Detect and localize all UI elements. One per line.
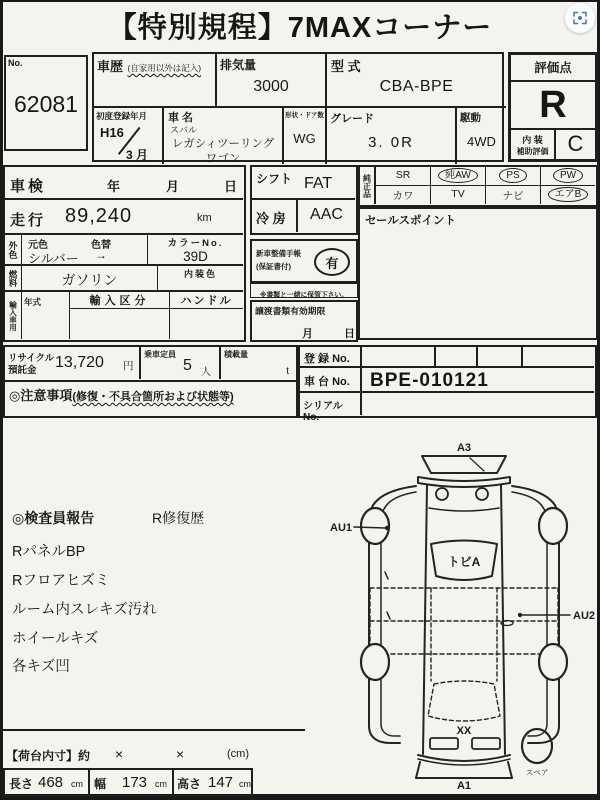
first-registration-month: 3 月 (126, 148, 149, 162)
cargo-width-value: 173 (122, 774, 148, 791)
cargo-x1: × (115, 746, 124, 762)
fuel-value: ガソリン (61, 272, 118, 288)
genuine-item-tv: TV (431, 186, 486, 205)
chassis-value: BPE-010121 (370, 370, 489, 391)
scan-icon (572, 10, 588, 26)
cargo-divider-1 (88, 770, 90, 794)
report-item: 各キズ凹 (12, 659, 70, 675)
shift-cell (252, 167, 355, 200)
drive-label: 駆動 (460, 112, 481, 124)
maintenance-note: ※書類と一緒に保管下さい。 (259, 292, 349, 299)
cargo-length-value: 468 (38, 774, 64, 791)
model-code-cell (327, 54, 506, 106)
registration-row (300, 347, 594, 368)
chassis-label: 車 台 No. (300, 368, 362, 393)
diagram-label-a3: A3 (456, 442, 472, 454)
displacement-label: 排気量 (220, 58, 257, 72)
genuine-item-kawa: カワ (376, 186, 431, 205)
first-registration-label: 初度登録年月 (96, 111, 148, 121)
transfer-month-label: 月 (302, 328, 313, 340)
drive-cell (457, 106, 506, 164)
shift-ac-box (250, 165, 358, 235)
first-registration-year: H16 (100, 125, 124, 140)
sales-point-box (358, 207, 598, 340)
maintenance-label-1: 新車整備手帳 (256, 249, 301, 258)
interior-label-1: 内 装 (522, 135, 543, 145)
report-item: ホイールキズ (12, 631, 99, 647)
import-year-cell (22, 292, 70, 339)
cargo-length-unit: cm (71, 779, 83, 789)
genuine-item-sr: SR (376, 167, 431, 186)
history-note: (自家用以外は記入) (127, 63, 202, 73)
color-no-value: 39D (183, 249, 208, 264)
lot-number-box (4, 55, 88, 151)
lot-number-label: No. (8, 58, 23, 68)
fuel-row (5, 266, 243, 292)
serial-label: シリアル No. (300, 393, 362, 415)
import-side-label: 輸入車用 (5, 292, 22, 339)
score-value: R (539, 84, 567, 126)
exterior-color-value: シルバー (28, 251, 79, 266)
mileage-label: 走行 (10, 212, 47, 229)
color-change-label: 色替 (91, 240, 111, 251)
report-item: Rフロアヒズミ (12, 573, 110, 589)
genuine-item-ps: PS (486, 167, 541, 186)
report-item: ルーム内スレキズ汚れ (12, 602, 157, 618)
first-registration-cell (94, 106, 164, 164)
page-title: 【特別規程】7MAXコーナー (107, 12, 493, 44)
capacity-value: 5 (183, 357, 192, 374)
repair-history-label: R修復歴 (152, 510, 205, 526)
diagram-label-xx: XX (456, 725, 472, 737)
score-box (508, 52, 598, 162)
maintenance-note-strip (250, 283, 358, 298)
transfer-docs-box (250, 300, 358, 342)
capacity-unit: 人 (201, 367, 211, 378)
cargo-x2: × (176, 746, 185, 762)
model-code-value: CBA-BPE (379, 78, 454, 95)
recycle-label-1: リサイクル (8, 353, 55, 364)
shaken-year-label: 年 (107, 179, 121, 194)
fullscreen-button[interactable] (565, 3, 595, 33)
chassis-row (300, 368, 594, 393)
sales-point-label: セールスポイント (365, 215, 456, 227)
history-cell (94, 54, 217, 106)
diagram-label-au2: AU2 (573, 610, 596, 622)
import-handle-label: ハンドル (170, 292, 243, 309)
cargo-height-value: 147 (208, 774, 234, 791)
interior-color-cell (157, 266, 243, 290)
sheet-edge-top (0, 0, 600, 2)
registration-divider-2 (476, 347, 478, 368)
inspector-report-heading: ◎検査員報告 (12, 510, 95, 526)
mileage-row (5, 200, 243, 235)
color-arrow: → (95, 248, 107, 262)
cargo-table (3, 768, 253, 797)
body-door-label: 形状・ドア数 (285, 112, 324, 119)
mileage-unit: km (197, 212, 212, 224)
shaken-month-label: 月 (166, 179, 180, 194)
shift-label: シフト (256, 172, 293, 186)
import-class-cell (70, 292, 170, 339)
car-maker: スバル (170, 125, 198, 135)
interior-score-row (511, 128, 595, 159)
vehicle-header-table (92, 52, 504, 165)
recycle-value: 13,720 (55, 354, 104, 371)
shaken-label: 車検 (10, 178, 47, 195)
lot-number-value: 62081 (14, 91, 78, 117)
capacity-cell (141, 347, 221, 379)
maintenance-label-2: (保証書付) (256, 262, 291, 271)
registration-divider-1 (434, 347, 436, 368)
genuine-item-pw: PW (541, 167, 595, 186)
shift-value: FAT (304, 175, 333, 192)
shaken-row (5, 167, 243, 200)
notes-note: (修復・不具合箇所および状態等) (72, 391, 234, 403)
cargo-heading: 【荷台内寸】約 (6, 749, 91, 763)
registration-box (298, 345, 597, 423)
history-label: 車歴 (97, 59, 124, 74)
cargo-height-label: 高さ (177, 777, 202, 791)
diagram-label-au1: AU1 (330, 522, 353, 534)
car-name-cell (164, 106, 284, 164)
ac-cell (252, 200, 355, 232)
displacement-cell (217, 54, 327, 106)
import-row (5, 292, 243, 339)
displacement-value: 3000 (253, 78, 289, 95)
ac-value: AAC (310, 206, 343, 223)
maintenance-book-box (250, 239, 358, 283)
import-handle-cell (170, 292, 243, 339)
interior-score-value: C (567, 131, 584, 156)
grade-value: 3. 0R (368, 134, 414, 151)
cargo-height-unit: cm (239, 779, 251, 789)
genuine-item-aw: 純AW (431, 167, 486, 186)
cargo-divider-2 (172, 770, 174, 794)
cargo-top-rule (0, 729, 305, 731)
fuel-side-label: 燃料 (5, 266, 22, 290)
notes-label: ◎注意事項 (9, 388, 73, 403)
registration-label: 登 録 No. (300, 347, 362, 368)
genuine-item-navi: ナビ (486, 186, 541, 205)
grade-label: グレード (330, 113, 374, 125)
transfer-day-label: 日 (344, 328, 355, 340)
body-door-cell (284, 106, 327, 164)
diagram-label-tobi: トビA (447, 555, 481, 569)
color-no-cell (147, 235, 243, 264)
serial-row (300, 393, 594, 423)
transfer-label: 譲渡書類有効期限 (255, 306, 326, 316)
cargo-width-unit: cm (155, 779, 167, 789)
notes-row (3, 382, 298, 418)
import-year-label: 年式 (24, 297, 42, 307)
interior-label-2: 補助評価 (516, 147, 549, 156)
ac-label: 冷 房 (252, 200, 298, 232)
exterior-color-side-label: 外色 (5, 235, 22, 264)
import-class-label: 輸入区分 (70, 292, 169, 309)
mileage-value: 89,240 (65, 205, 133, 227)
model-code-label: 型 式 (331, 59, 361, 74)
grade-cell (327, 106, 457, 164)
recycle-unit: 円 (123, 360, 134, 372)
capacity-label: 乗車定員 (144, 350, 176, 359)
shaken-day-label: 日 (224, 179, 238, 194)
score-label: 評価点 (511, 55, 595, 82)
diagram-label-a1: A1 (456, 780, 472, 790)
left-info-table (3, 165, 246, 342)
registration-divider-3 (521, 347, 523, 368)
genuine-item-airbag: エアB (541, 186, 595, 205)
drive-value: 4WD (467, 134, 496, 149)
car-name-line2: ワゴン (205, 153, 241, 165)
genuine-side-label: 純正品 (360, 167, 376, 204)
load-unit: t (286, 366, 289, 377)
recycle-band (3, 345, 298, 382)
maintenance-mark-circle: 有 (314, 248, 350, 276)
genuine-parts-grid (358, 165, 598, 207)
exterior-color-row (5, 235, 243, 266)
recycle-cell (5, 347, 141, 379)
load-label: 積載量 (224, 350, 248, 359)
diagram-label-spare: スペア (525, 768, 549, 777)
cargo-unit: (cm) (227, 748, 249, 760)
report-item: RパネルBP (12, 544, 86, 560)
interior-color-label: 内装色 (183, 269, 217, 279)
car-name-label: 車 名 (168, 112, 194, 124)
orig-color-label: 元色 (28, 240, 48, 251)
vehicle-condition-diagram (330, 438, 600, 790)
cargo-width-label: 幅 (94, 777, 107, 791)
recycle-label-2: 預託金 (8, 365, 37, 376)
color-no-label: カラーNo. (167, 238, 224, 249)
car-name-line1: レガシィツーリング (171, 138, 275, 150)
body-door-value: WG (293, 131, 316, 146)
cargo-length-label: 長さ (9, 777, 34, 791)
load-cell (221, 347, 295, 379)
interior-score-labels (511, 130, 556, 159)
